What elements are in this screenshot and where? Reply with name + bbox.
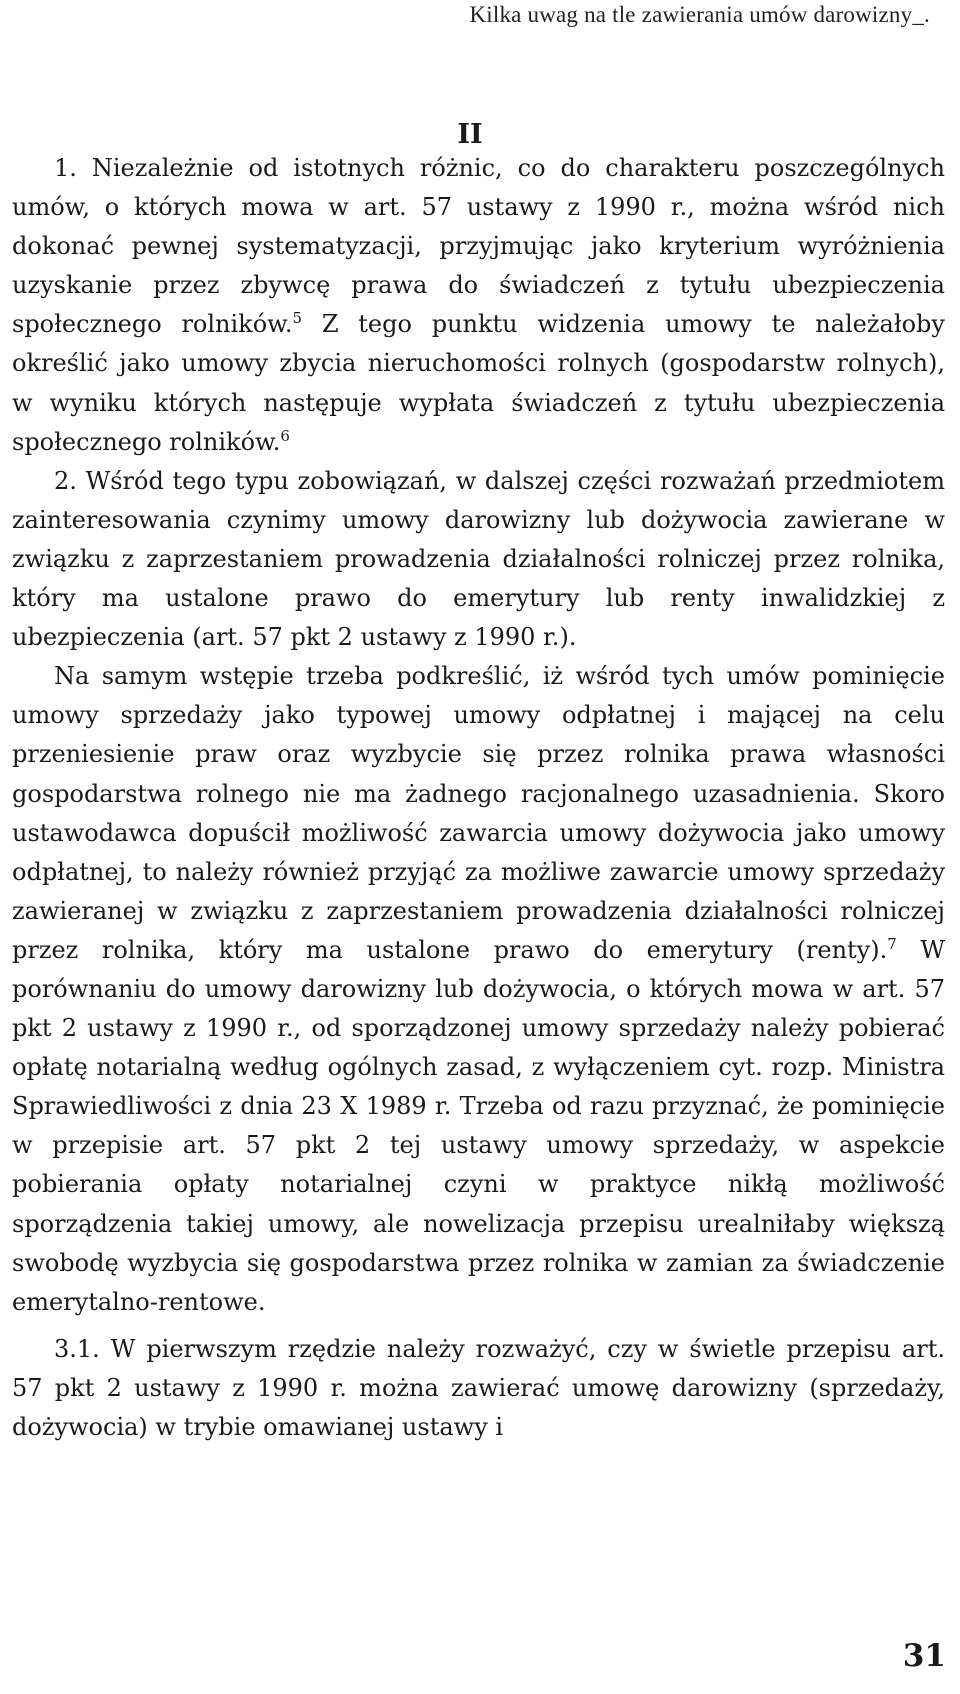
- paragraph-2: [12, 462, 945, 657]
- section-numeral: II: [457, 119, 483, 150]
- paragraph-text: 3.1. W pierwszym rzędzie należy rozważyć, czy w świetle przepisu art. 57 pkt 2 ustawy z 1990 r. można zawierać umowę darowizny (sprzedaży, dożywocia) w trybie omawianej ustawy i: [12, 1334, 945, 1441]
- paragraph-text: W porównaniu do umowy darowizny lub dożywocia, o których mowa w art. 57 pkt 2 ustawy z 1990 r., od sporządzonej umowy sprzedaży należy pobierać opłatę notarialną według ogólnych zasad, z wyłączeniem cyt. rozp. Ministra Sprawiedliwości z dnia 23 X 1989 r. Trzeba od razu przyznać, że pominięcie w przepisie art. 57 pkt 2 tej ustawy umowy sprzedaży, w aspekcie pobierania opłaty notarialnej czyni w praktyce nikłą możliwość sporządzenia takiej umowy, ale nowelizacja przepisu urealniłaby większą swobodę wyzbycia się gospodarstwa przez rolnika w zamian za świadczenie emerytalno-rentowe.: [12, 935, 945, 1316]
- footnote-ref-5[interactable]: 5: [292, 309, 303, 328]
- footnote-ref-7[interactable]: 7: [887, 934, 897, 953]
- page-number: 31: [902, 1638, 946, 1674]
- footnote-ref-6[interactable]: 6: [280, 426, 290, 445]
- paragraph-text: 2. Wśród tego typu zobowiązań, w dalszej części rozważań przedmiotem zainteresowania czynimy umowy darowizny lub dożywocia zawierane w związku z zaprzestaniem prowadzenia działalności rolniczej przez rolnika, który ma ustalone prawo do emerytury lub renty inwalidzkiej z ubezpieczenia (art. 57 pkt 2 ustawy z 1990 r.).: [12, 466, 945, 652]
- paragraph-text: Z tego punktu widzenia umowy te należałoby określić jako umowy zbycia nieruchomości rolnych (gospodarstw rolnych), w wyniku których następuje wypłata świadczeń z tytułu ubezpieczenia społecznego rolników.: [12, 310, 945, 456]
- running-header: Kilka uwag na tle zawierania umów darowizny_.: [469, 2, 930, 27]
- paragraph-3: [12, 657, 945, 1322]
- paragraph-1: [12, 149, 945, 462]
- paragraph-text: Na samym wstępie trzeba podkreślić, iż wśród tych umów pominięcie umowy sprzedaży jako typowej umowy odpłatnej i mającej na celu przeniesienie praw oraz wyzbycie się przez rolnika prawa własności gospodarstwa rolnego nie ma żadnego racjonalnego uzasadnienia. Skoro ustawodawca dopuścił możliwość zawarcia umowy dożywocia jako umowy odpłatnej, to należy również przyjąć za możliwe zawarcie umowy sprzedaży zawieranej w związku z zaprzestaniem prowadzenia działalności rolniczej przez rolnika, który ma ustalone prawo do emerytury (renty).: [12, 662, 945, 964]
- body-text: [12, 149, 945, 1447]
- paragraph-text: 1. Niezależnie od istotnych różnic, co do charakteru poszczególnych umów, o których mowa w art. 57 ustawy z 1990 r., można wśród nich dokonać pewnej systematyzacji, przyjmując jako kryterium wyróżnienia uzyskanie przez zbywcę prawa do świadczeń z tytułu ubezpieczenia społecznego rolników.: [12, 154, 945, 339]
- paragraph-4: [12, 1330, 945, 1447]
